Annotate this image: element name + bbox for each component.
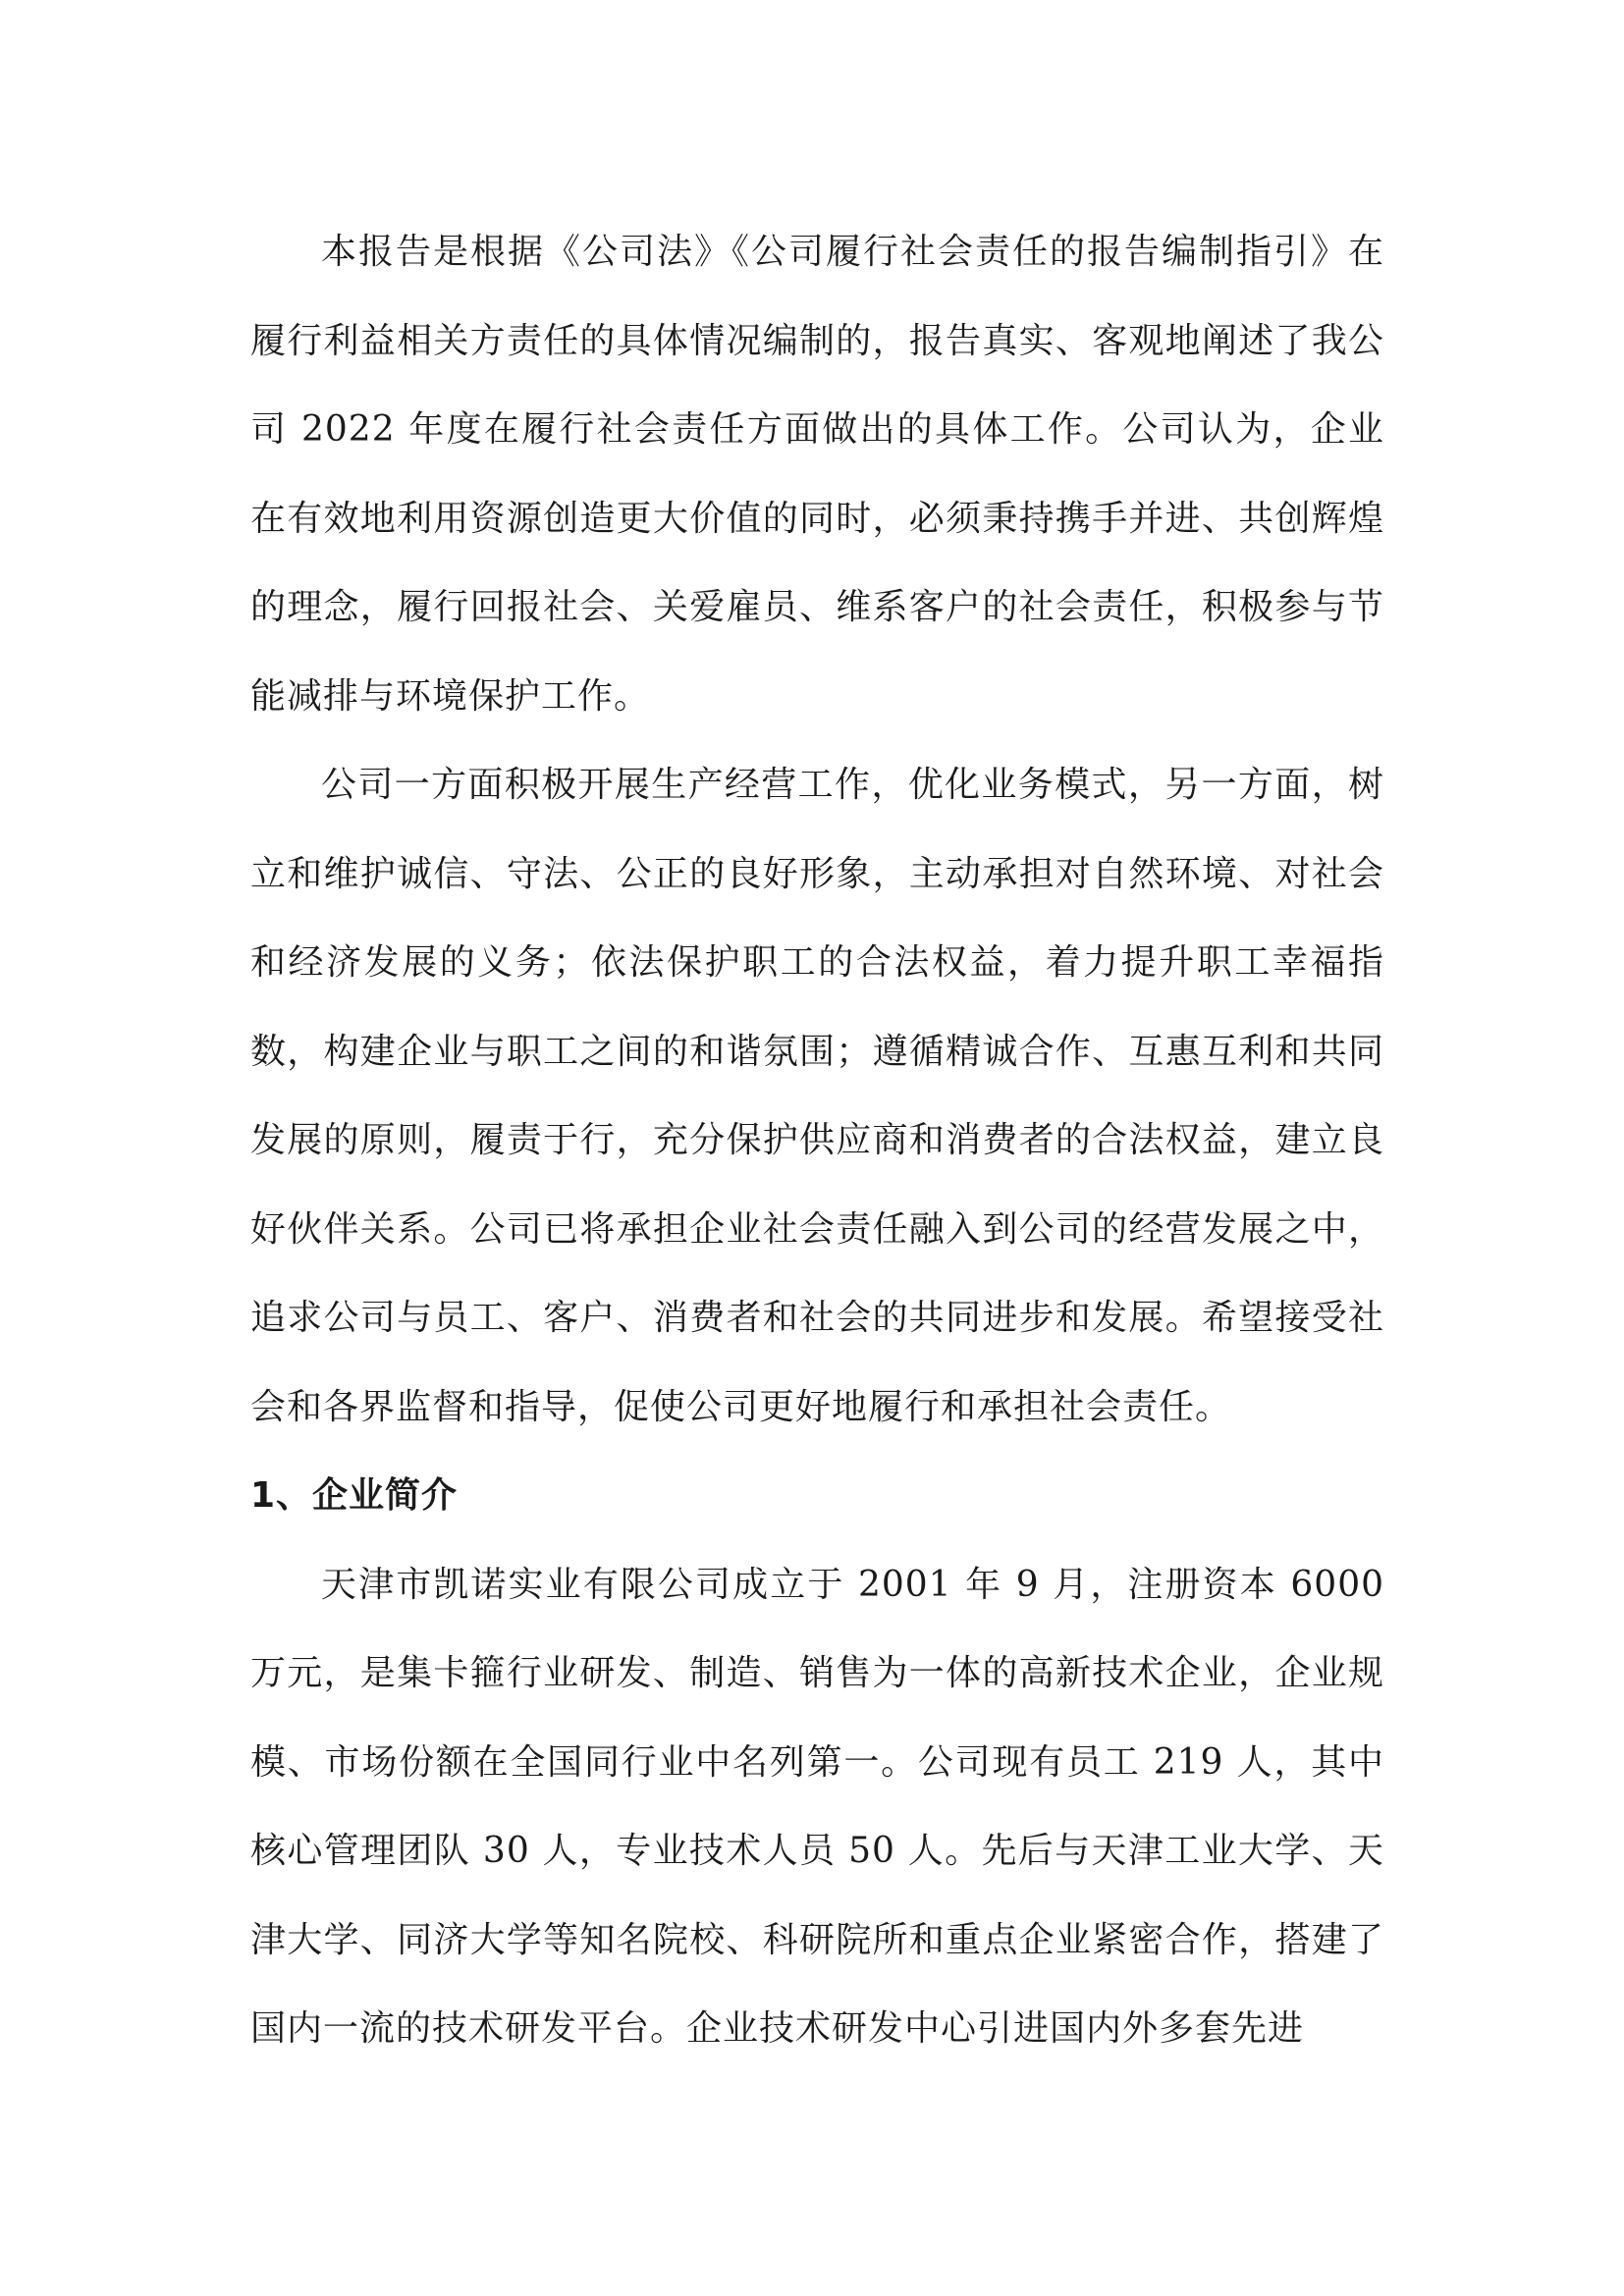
section-heading-company-profile: 1、企业简介	[250, 1475, 459, 1516]
company-profile-paragraph: 天津市凯诺实业有限公司成立于 2001 年 9 月，注册资本 6000 万元，是集卡箍行业研发、制造、销售为一体的高新技术企业，企业规模、市场份额在全国同行业中名列第一。公司现有员工 219 人，其中核心管理团队 30 人，专业技术人员 50 人。先后与天津工业大学、天津大学、同济大学等知名院校、科研院所和重点企业紧密合作，搭建了国内一流的技术研发平台。企业技术研发中心引进国内外多套先进	[250, 1564, 1384, 2049]
intro-paragraph-2: 公司一方面积极开展生产经营工作，优化业务模式，另一方面，树立和维护诚信、守法、公正的良好形象，主动承担对自然环境、对社会和经济发展的义务；依法保护职工的合法权益，着力提升职工幸福指数，构建企业与职工之间的和谐氛围；遵循精诚合作、互惠互利和共同发展的原则，履责于行，充分保护供应商和消费者的合法权益，建立良好伙伴关系。公司已将承担企业社会责任融入到公司的经营发展之中，追求公司与员工、客户、消费者和社会的共同进步和发展。希望接受社会和各界监督和指导，促使公司更好地履行和承担社会责任。	[250, 765, 1384, 1427]
intro-paragraph-1: 本报告是根据《公司法》《公司履行社会责任的报告编制指引》在履行利益相关方责任的具体情况编制的，报告真实、客观地阐述了我公司 2022 年度在履行社会责任方面做出的具体工作。公司认为，企业在有效地利用资源创造更大价值的同时，必须秉持携手并进、共创辉煌的理念，履行回报社会、关爱雇员、维系客户的社会责任，积极参与节能减排与环境保护工作。	[250, 232, 1384, 717]
document-body	[250, 208, 1384, 2074]
